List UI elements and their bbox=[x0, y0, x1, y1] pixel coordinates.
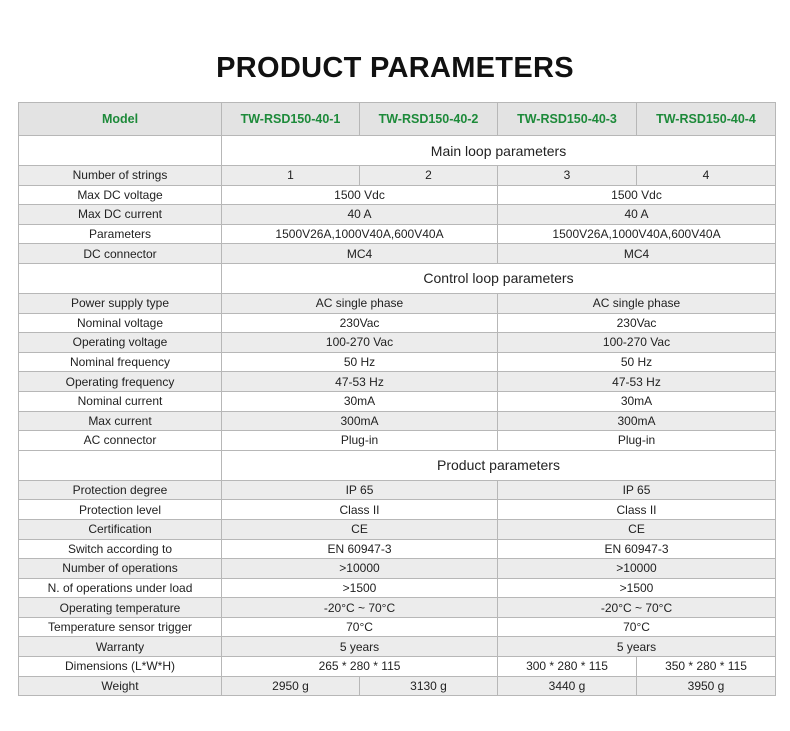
cell-value: 3950 g bbox=[637, 676, 776, 696]
cell-value: 230Vac bbox=[498, 313, 776, 333]
row-label: Parameters bbox=[19, 224, 222, 244]
section-row bbox=[19, 136, 776, 166]
cell-value: 3440 g bbox=[498, 676, 637, 696]
row-label: AC connector bbox=[19, 431, 222, 451]
cell-value: 100-270 Vac bbox=[222, 333, 498, 353]
cell-value: Class II bbox=[222, 500, 498, 520]
section-row bbox=[19, 450, 776, 480]
table-row bbox=[19, 411, 776, 431]
table-row bbox=[19, 539, 776, 559]
cell-value: 2950 g bbox=[222, 676, 360, 696]
cell-value: IP 65 bbox=[222, 480, 498, 500]
table-row bbox=[19, 372, 776, 392]
table-row bbox=[19, 293, 776, 313]
section-row bbox=[19, 263, 776, 293]
row-label: Operating temperature bbox=[19, 598, 222, 618]
cell-value: 300 * 280 * 115 bbox=[498, 657, 637, 677]
table-row bbox=[19, 244, 776, 264]
header-model-2: TW-RSD150-40-2 bbox=[360, 103, 498, 136]
table-row bbox=[19, 578, 776, 598]
table-row bbox=[19, 500, 776, 520]
table-row bbox=[19, 313, 776, 333]
cell-value: Class II bbox=[498, 500, 776, 520]
table-row bbox=[19, 480, 776, 500]
cell-value: 50 Hz bbox=[222, 352, 498, 372]
cell-value: AC single phase bbox=[498, 293, 776, 313]
row-label: Switch according to bbox=[19, 539, 222, 559]
cell-value: MC4 bbox=[222, 244, 498, 264]
cell-value: 3 bbox=[498, 166, 637, 186]
table-row bbox=[19, 185, 776, 205]
row-label: Protection level bbox=[19, 500, 222, 520]
row-label: Number of operations bbox=[19, 559, 222, 579]
cell-value: 30mA bbox=[222, 391, 498, 411]
row-label: Warranty bbox=[19, 637, 222, 657]
table-row bbox=[19, 391, 776, 411]
row-label: Operating voltage bbox=[19, 333, 222, 353]
cell-value: EN 60947-3 bbox=[498, 539, 776, 559]
cell-value: CE bbox=[498, 519, 776, 539]
cell-value: 1 bbox=[222, 166, 360, 186]
table-row bbox=[19, 333, 776, 353]
cell-value: 1500 Vdc bbox=[498, 185, 776, 205]
row-label: Protection degree bbox=[19, 480, 222, 500]
header-model-3: TW-RSD150-40-3 bbox=[498, 103, 637, 136]
cell-value: 1500V26A,1000V40A,600V40A bbox=[222, 224, 498, 244]
cell-value: 30mA bbox=[498, 391, 776, 411]
cell-value: 5 years bbox=[498, 637, 776, 657]
table-row bbox=[19, 559, 776, 579]
section-title-main: Main loop parameters bbox=[222, 136, 776, 166]
cell-value: 5 years bbox=[222, 637, 498, 657]
cell-value: 1500V26A,1000V40A,600V40A bbox=[498, 224, 776, 244]
cell-value: >10000 bbox=[498, 559, 776, 579]
cell-value: CE bbox=[222, 519, 498, 539]
row-label: Max current bbox=[19, 411, 222, 431]
table-row bbox=[19, 598, 776, 618]
table-row bbox=[19, 224, 776, 244]
cell-value: -20°C ~ 70°C bbox=[222, 598, 498, 618]
row-label: Temperature sensor trigger bbox=[19, 617, 222, 637]
cell-value: 70°C bbox=[222, 617, 498, 637]
cell-value: AC single phase bbox=[222, 293, 498, 313]
cell-value: 1500 Vdc bbox=[222, 185, 498, 205]
cell-value: 300mA bbox=[498, 411, 776, 431]
row-label: Dimensions (L*W*H) bbox=[19, 657, 222, 677]
table-row bbox=[19, 431, 776, 451]
cell-value: 3130 g bbox=[360, 676, 498, 696]
table-header-row bbox=[19, 103, 776, 136]
cell-value: 70°C bbox=[498, 617, 776, 637]
table-row bbox=[19, 519, 776, 539]
table-row bbox=[19, 657, 776, 677]
cell-value: 265 * 280 * 115 bbox=[222, 657, 498, 677]
row-label: Power supply type bbox=[19, 293, 222, 313]
table-row bbox=[19, 205, 776, 225]
cell-value: Plug-in bbox=[222, 431, 498, 451]
cell-value: 47-53 Hz bbox=[498, 372, 776, 392]
header-model-label: Model bbox=[19, 103, 222, 136]
cell-value: 4 bbox=[637, 166, 776, 186]
row-label: Weight bbox=[19, 676, 222, 696]
page-title: PRODUCT PARAMETERS bbox=[216, 52, 574, 84]
table-row bbox=[19, 676, 776, 696]
cell-value: 40 A bbox=[498, 205, 776, 225]
cell-value: 2 bbox=[360, 166, 498, 186]
table-row bbox=[19, 617, 776, 637]
row-label: Nominal frequency bbox=[19, 352, 222, 372]
table-row bbox=[19, 166, 776, 186]
cell-value: 350 * 280 * 115 bbox=[637, 657, 776, 677]
row-label: Nominal current bbox=[19, 391, 222, 411]
table-row bbox=[19, 637, 776, 657]
section-title-product: Product parameters bbox=[222, 450, 776, 480]
row-label: DC connector bbox=[19, 244, 222, 264]
row-label: Number of strings bbox=[19, 166, 222, 186]
row-label: N. of operations under load bbox=[19, 578, 222, 598]
parameters-table bbox=[18, 102, 776, 696]
table-row bbox=[19, 352, 776, 372]
cell-value: EN 60947-3 bbox=[222, 539, 498, 559]
cell-value: 300mA bbox=[222, 411, 498, 431]
header-model-1: TW-RSD150-40-1 bbox=[222, 103, 360, 136]
row-label: Nominal voltage bbox=[19, 313, 222, 333]
cell-value: 230Vac bbox=[222, 313, 498, 333]
section-title-control: Control loop parameters bbox=[222, 263, 776, 293]
cell-value: >1500 bbox=[222, 578, 498, 598]
cell-value: 40 A bbox=[222, 205, 498, 225]
row-label: Max DC current bbox=[19, 205, 222, 225]
row-label: Max DC voltage bbox=[19, 185, 222, 205]
cell-value: Plug-in bbox=[498, 431, 776, 451]
row-label: Operating frequency bbox=[19, 372, 222, 392]
cell-value: 47-53 Hz bbox=[222, 372, 498, 392]
row-label: Certification bbox=[19, 519, 222, 539]
cell-value: >10000 bbox=[222, 559, 498, 579]
cell-value: IP 65 bbox=[498, 480, 776, 500]
cell-value: >1500 bbox=[498, 578, 776, 598]
cell-value: MC4 bbox=[498, 244, 776, 264]
cell-value: -20°C ~ 70°C bbox=[498, 598, 776, 618]
cell-value: 100-270 Vac bbox=[498, 333, 776, 353]
cell-value: 50 Hz bbox=[498, 352, 776, 372]
header-model-4: TW-RSD150-40-4 bbox=[637, 103, 776, 136]
